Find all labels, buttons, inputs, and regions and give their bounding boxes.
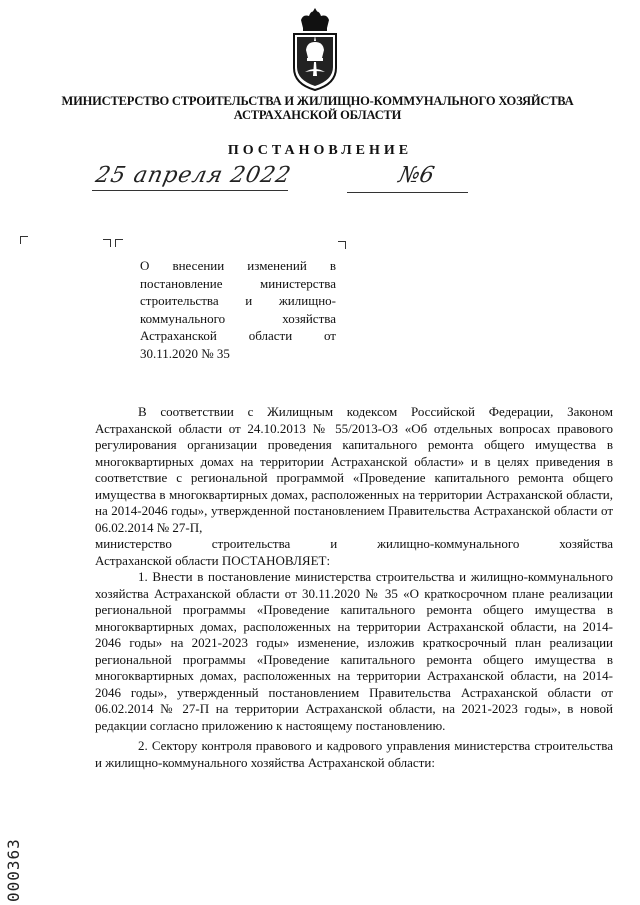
registration-stamp-number: 000363 [4, 838, 23, 902]
subject-corner-mark-left-a [103, 239, 111, 247]
item-2-paragraph: 2. Сектору контроля правового и кадрового управления министерства строительства и жилищно-коммунального хозяйства Астраханской области: [95, 738, 613, 770]
astrakhan-coat-of-arms-emblem [291, 6, 339, 92]
document-subject: О внесении изменений в постановление министерства строительства и жилищно-коммунального хозяйства Астраханской области от 30.11.2020 № 35 [140, 258, 336, 361]
decree-line-2: Астраханской области ПОСТАНОВЛЯЕТ: [95, 552, 331, 568]
margin-corner-mark [20, 236, 28, 244]
handwritten-date: 25 апреля 2022 [93, 163, 294, 188]
handwritten-number: №6 [396, 163, 437, 188]
subject-corner-mark-left-b [115, 239, 123, 247]
ministry-name-line1: МИНИСТЕРСТВО СТРОИТЕЛЬСТВА И ЖИЛИЩНО-КОММУНАЛЬНОГО ХОЗЯЙСТВА [61, 94, 574, 108]
registration-stamp [4, 822, 24, 902]
subject-corner-mark-right [338, 241, 346, 249]
number-underline [347, 192, 468, 193]
date-underline [92, 190, 288, 191]
preamble-paragraph: В соответствии с Жилищным кодексом Российской Федерации, Законом Астраханской области от 24.10.2013 № 55/2013-ОЗ «Об отдельных вопросах правового регулирования организации проведения капитального ремонта общего имущества в многоквартирных домах на территории Астраханской области» и в целях приведения в соответствие с региональной программой «Проведение капитального ремонта общего имущества в многоквартирных домах, расположенных на территории Астраханской области, на 2014-2046 годы», утвержденной постановлением Правительства Астраханской области от 06.02.2014 № 27-П, [95, 404, 613, 535]
document-type-title: ПОСТАНОВЛЕНИЕ [227, 143, 413, 158]
decree-line-1: министерство строительства и жилищно-коммунального хозяйства [95, 536, 613, 551]
document-body [95, 404, 613, 771]
ministry-name [40, 94, 595, 122]
item-1-paragraph: 1. Внести в постановление министерства строительства и жилищно-коммунального хозяйства Астраханской области от 30.11.2020 № 35 «О краткосрочном плане реализации региональной программы «Проведение капитального ремонта общего имущества в многоквартирных домах, расположенных на территории Астраханской области, на 2014-2046 годы» на 2021-2023 годы» изменение, изложив краткосрочный план реализации региональной программы «Проведение капитального ремонта общего имущества в многоквартирных домах, расположенных на территории Астраханской области, на 2014-2046 годы», утвержденный постановлением Правительства Астраханской области от 06.02.2014 № 27-П на территории Астраханской области, на 2021-2023 годы», в новой редакции согласно приложению к настоящему постановлению. [95, 569, 613, 733]
ministry-name-line2: АСТРАХАНСКОЙ ОБЛАСТИ [233, 108, 402, 122]
